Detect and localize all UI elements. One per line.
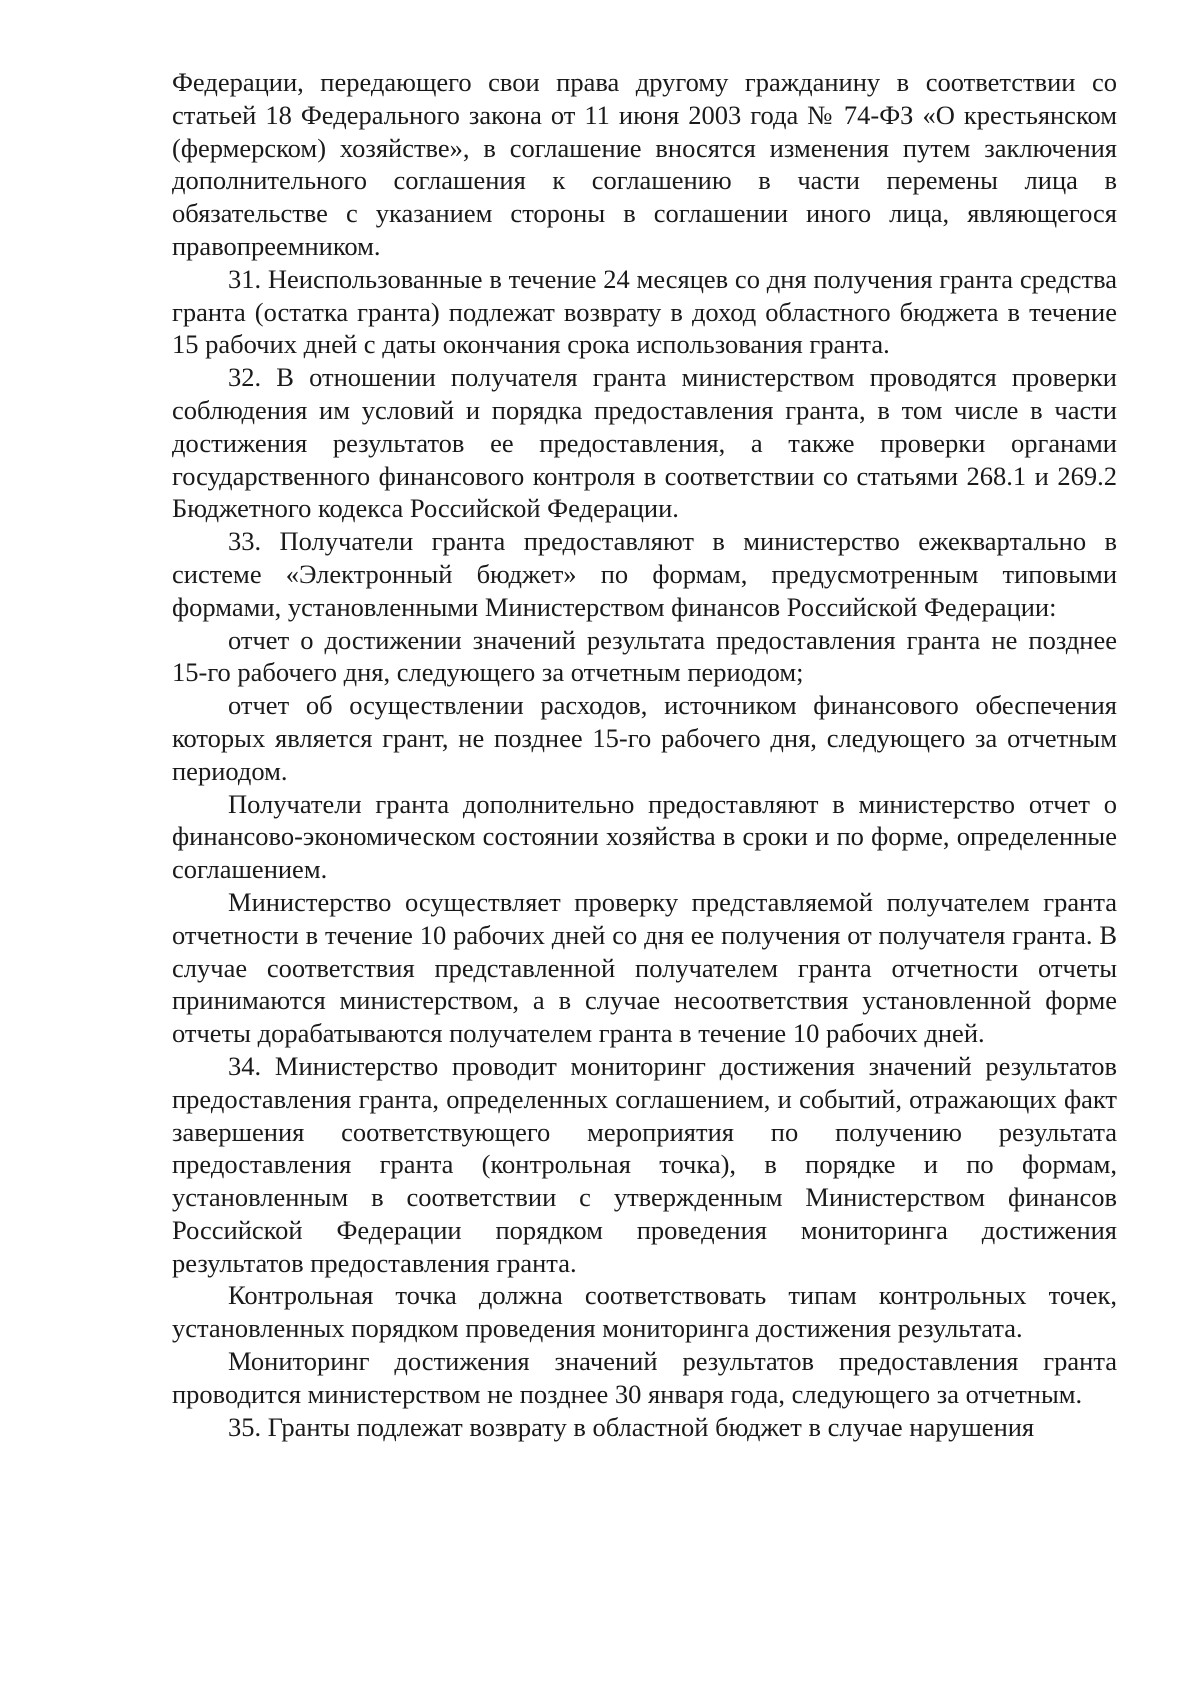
paragraph-33-verification: Министерство осуществляет проверку представляемой получателем гранта отчетности в течение 10 рабочих дней со дня ее получения от получателя гранта. В случае соответствия представленной получателем гранта отчетности отчеты принимаются министерством, а в случае несоответствия установленной форме отчеты дорабатываются получателем гранта в течение 10 рабочих дней. [172, 886, 1117, 1049]
paragraph-35: 35. Гранты подлежат возврату в областной бюджет в случае нарушения [228, 1411, 1035, 1442]
paragraph-32: 32. В отношении получателя гранта министерством проводятся проверки соблюдения им условий и порядка предоставления гранта, в том числе в части достижения результатов ее предоставления, а также проверки органами государственного финансового контроля в соответствии со статьями 268.1 и 269.2 Бюджетного кодекса Российской Федерации. [172, 362, 1117, 524]
paragraph-33-financial-report: Получатели гранта дополнительно предоставляют в министерство отчет о финансово-экономическом состоянии хозяйства в сроки и по форме, определенные соглашением. [172, 788, 1117, 885]
paragraph-34: 34. Министерство проводит мониторинг достижения значений результатов предоставления гранта, определенных соглашением, и событий, отражающих факт завершения соответствующего мероприятия по получению результата предоставления гранта (контрольная точка), в порядке и по формам, установленным в соответствии с утвержденным Министерством финансов Российской Федерации порядком проведения мониторинга достижения результатов предоставления гранта. [172, 1050, 1117, 1278]
paragraph-33-report-results: отчет о достижении значений результата предоставления гранта не позднее 15-го рабочего дня, следующего за отчетным периодом; [172, 624, 1117, 688]
paragraph-33: 33. Получатели гранта предоставляют в министерство ежеквартально в системе «Электронный бюджет» по формам, предусмотренным типовыми формами, установленными Министерством финансов Российской Федерации: [172, 526, 1117, 622]
paragraph-34-monitoring-deadline: Мониторинг достижения значений результатов предоставления гранта проводится министерством не позднее 30 января года, следующего за отчетным. [172, 1346, 1117, 1409]
paragraph-34-control-point: Контрольная точка должна соответствовать типам контрольных точек, установленных порядком проведения мониторинга достижения результата. [172, 1280, 1117, 1344]
paragraph-33-report-expenses: отчет об осуществлении расходов, источником финансового обеспечения которых является грант, не позднее 15-го рабочего дня, следующего за отчетным периодом. [172, 690, 1117, 786]
paragraph-31: 31. Неиспользованные в течение 24 месяцев со дня получения гранта средства гранта (остатка гранта) подлежат возврату в доход областного бюджета в течение 15 рабочих дней с даты окончания срока использования гранта. [172, 263, 1117, 360]
document-body [172, 66, 1117, 1443]
paragraph-continuation: Федерации, передающего свои права другому гражданину в соответствии со статьей 18 Федерального закона от 11 июня 2003 года № 74-ФЗ «О крестьянском (фермерском) хозяйстве», в соглашение вносятся изменения путем заключения дополнительного соглашения к соглашению в части перемены лица в обязательстве с указанием стороны в соглашении иного лица, являющегося правопреемником. [172, 67, 1117, 261]
